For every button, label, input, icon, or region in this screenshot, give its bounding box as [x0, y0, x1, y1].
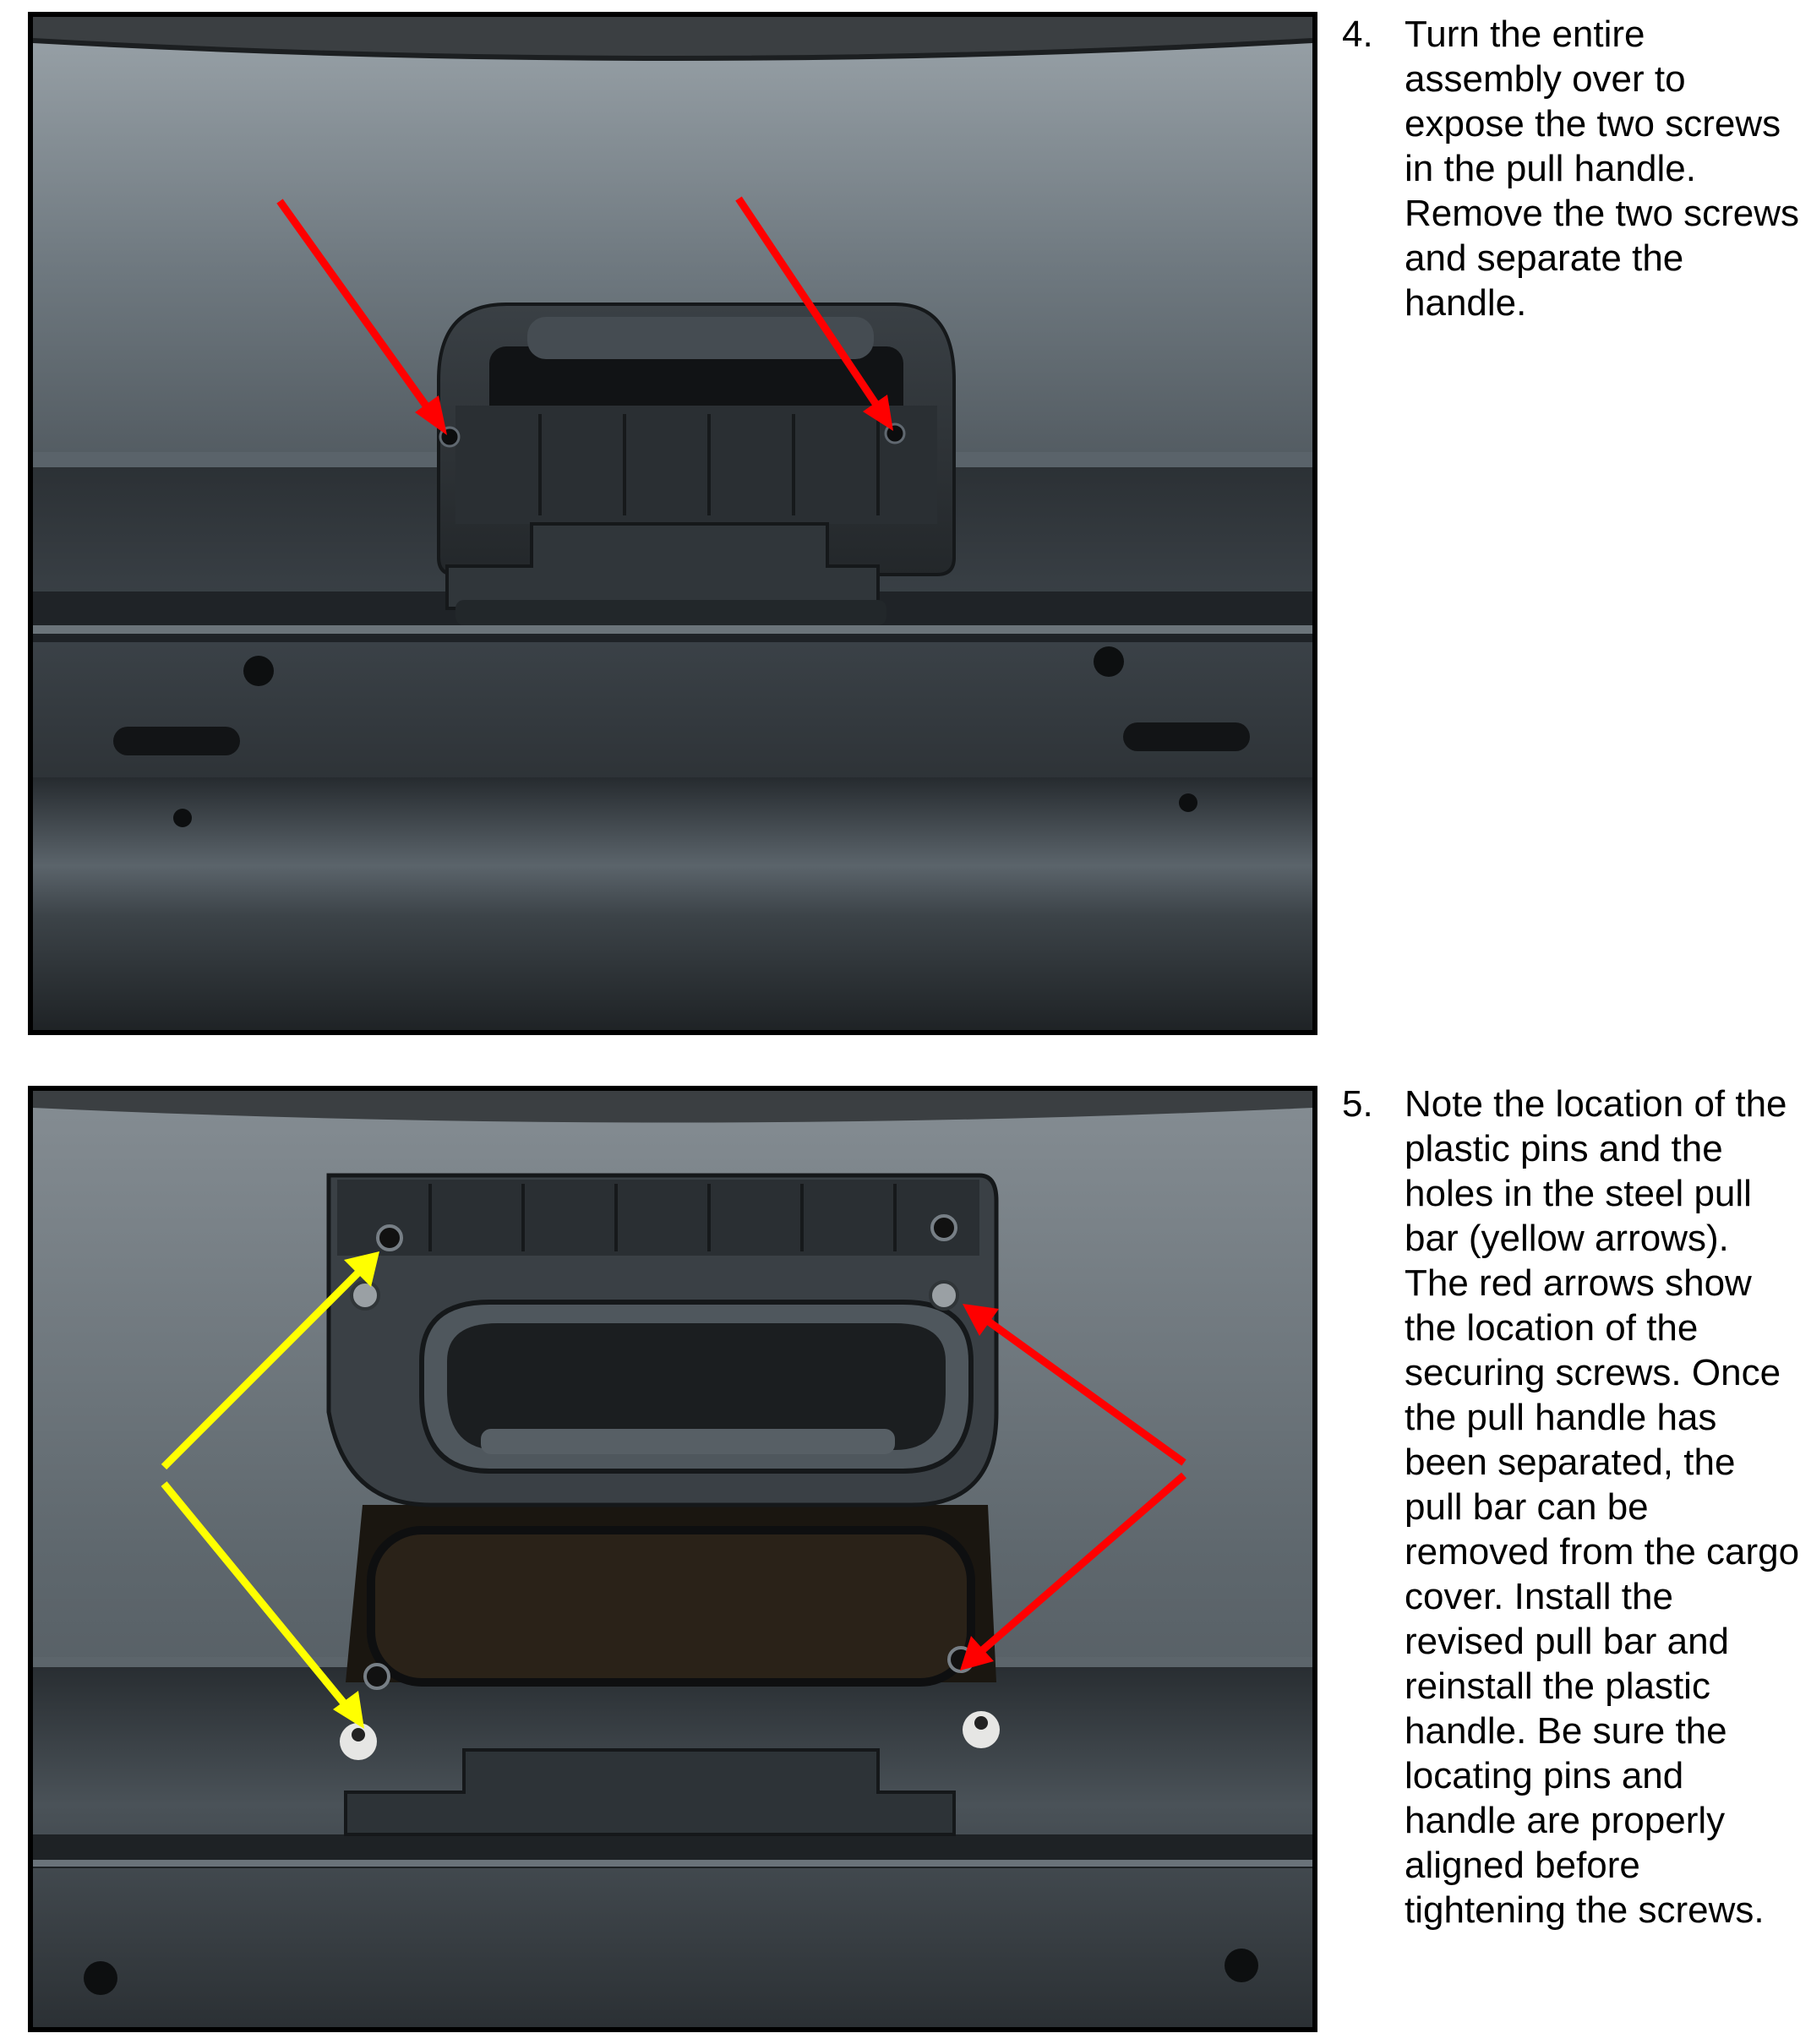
handle-separated-image	[33, 1091, 1312, 2027]
handle-installed-image	[33, 17, 1312, 1030]
step-5-photo	[28, 1086, 1317, 2032]
step-5-instructions: Note the location of the plastic pins and the holes in the steel pull bar (yellow arrows). The red arrows show the location of the securing screws. Once the pull handle has been separated, the pull bar can be removed from the cargo cover. Install the revised pull bar and reinstall the plastic handle. Be sure the locating pins and handle are properly aligned before tightening the screws.	[1405, 1083, 1800, 1931]
step-4-number: 4.	[1342, 14, 1373, 55]
step-4-instructions: Turn the entire assembly over to expose the two screws in the pull handle. Remove the two screws and separate the handle.	[1405, 14, 1800, 324]
step-5-number: 5.	[1342, 1083, 1373, 1125]
step-4-photo	[28, 12, 1317, 1035]
